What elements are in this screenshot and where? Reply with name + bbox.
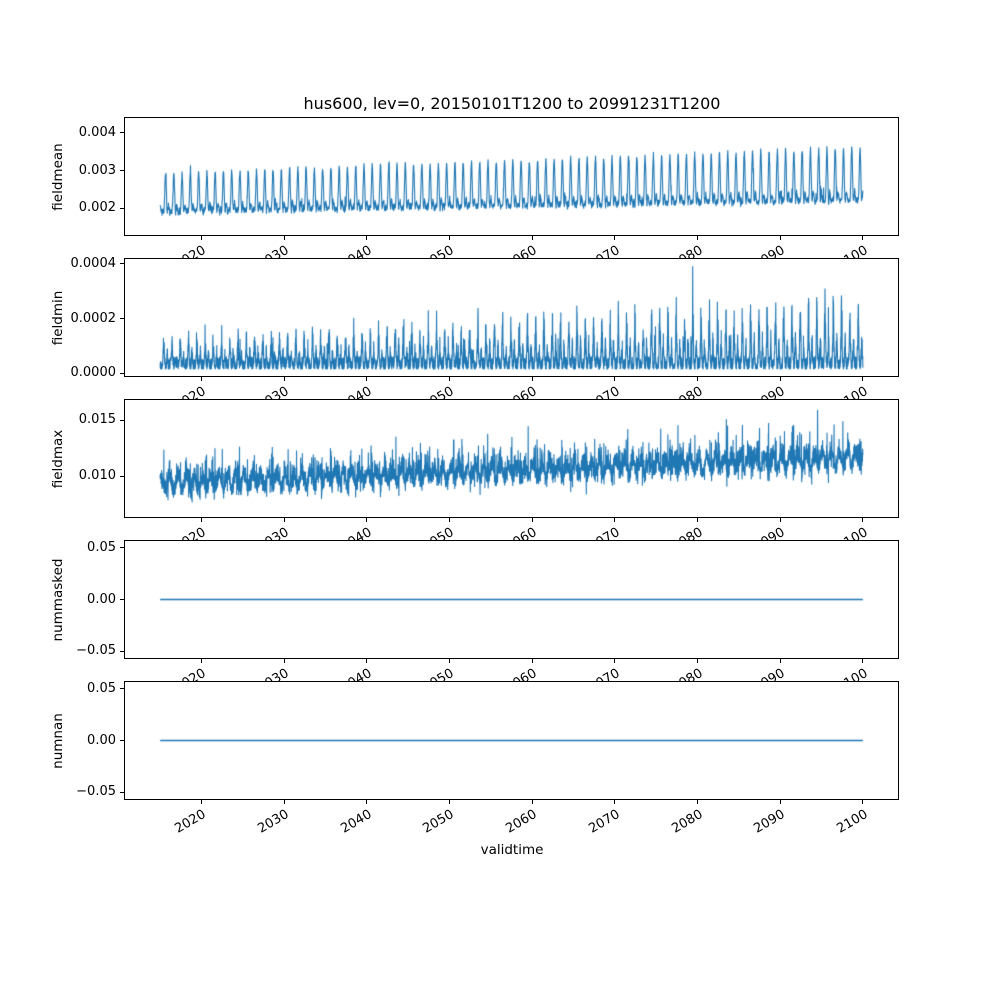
- y-axis-label-nummasked: nummasked: [50, 558, 66, 641]
- x-tick-mark: [284, 659, 285, 663]
- plot-line-canvas-fieldmax: [125, 400, 898, 517]
- x-tick-mark: [201, 659, 202, 663]
- y-tick-label: 0.0002: [70, 310, 116, 326]
- y-tick-mark: [120, 792, 124, 793]
- x-tick-mark: [697, 236, 698, 240]
- x-tick-mark: [449, 377, 450, 381]
- y-tick-mark: [120, 373, 124, 374]
- x-tick-mark: [614, 800, 615, 804]
- y-tick-label: 0.0004: [70, 255, 116, 271]
- figure-title: hus600, lev=0, 20150101T1200 to 20991231T1200: [303, 94, 721, 113]
- y-tick-label: 0.00: [87, 732, 116, 748]
- subplot-fieldmax: [50, 399, 899, 518]
- y-tick-label: 0.05: [87, 680, 116, 696]
- y-tick-label: 0.003: [78, 162, 116, 178]
- subplot-fieldmean: [50, 117, 899, 236]
- y-axis-label-fieldmax: fieldmax: [50, 429, 66, 488]
- x-tick-mark: [284, 518, 285, 522]
- x-tick-mark: [780, 518, 781, 522]
- x-tick-mark: [862, 236, 863, 240]
- x-tick-mark: [201, 236, 202, 240]
- y-tick-mark: [120, 170, 124, 171]
- y-tick-mark: [120, 740, 124, 741]
- y-tick-label: −0.05: [76, 784, 116, 800]
- x-tick-mark: [780, 800, 781, 804]
- x-tick-mark: [780, 377, 781, 381]
- y-tick-mark: [120, 132, 124, 133]
- plot-line-canvas-numnan: [125, 682, 898, 799]
- y-tick-mark: [120, 651, 124, 652]
- x-tick-mark: [449, 236, 450, 240]
- x-tick-label: 2080: [668, 807, 706, 837]
- x-tick-mark: [697, 659, 698, 663]
- y-tick-label: 0.00: [87, 591, 116, 607]
- x-tick-mark: [862, 377, 863, 381]
- x-tick-label: 2030: [255, 807, 292, 837]
- subplot-nummasked: [50, 539, 899, 659]
- x-tick-mark: [780, 659, 781, 663]
- x-tick-mark: [780, 236, 781, 240]
- x-tick-mark: [614, 377, 615, 381]
- plot-line-canvas-fieldmean: [125, 118, 898, 235]
- y-axis-label-numnan: numnan: [50, 712, 66, 769]
- x-tick-mark: [532, 236, 533, 240]
- x-tick-label: 2070: [586, 807, 623, 837]
- y-tick-label: 0.002: [78, 200, 116, 216]
- x-tick-mark: [366, 800, 367, 804]
- y-tick-mark: [120, 599, 124, 600]
- x-tick-mark: [614, 236, 615, 240]
- y-tick-label: 0.0000: [70, 365, 116, 381]
- x-tick-mark: [532, 800, 533, 804]
- x-tick-mark: [697, 800, 698, 804]
- x-tick-mark: [532, 377, 533, 381]
- x-tick-label: 2100: [834, 807, 871, 837]
- y-axis-label-fieldmean: fieldmean: [50, 142, 66, 211]
- subplot-fieldmin: [50, 255, 899, 381]
- y-tick-mark: [120, 208, 124, 209]
- x-tick-mark: [201, 377, 202, 381]
- x-tick-mark: [449, 518, 450, 522]
- y-tick-mark: [120, 688, 124, 689]
- x-tick-mark: [862, 800, 863, 804]
- plot-line-canvas-fieldmin: [125, 259, 898, 376]
- x-tick-mark: [614, 659, 615, 663]
- plot-line-canvas-nummasked: [125, 541, 898, 658]
- x-tick-label: 2020: [172, 807, 209, 837]
- y-tick-label: 0.05: [87, 539, 116, 555]
- y-tick-mark: [120, 263, 124, 264]
- x-tick-mark: [697, 377, 698, 381]
- y-tick-label: 0.015: [78, 412, 116, 428]
- x-tick-mark: [449, 800, 450, 804]
- x-axis-label: validtime: [480, 842, 544, 858]
- x-tick-mark: [862, 659, 863, 663]
- x-tick-mark: [697, 518, 698, 522]
- x-tick-label: 2060: [503, 807, 540, 837]
- y-tick-label: 0.004: [78, 124, 116, 140]
- x-tick-label: 2050: [420, 807, 457, 837]
- x-tick-mark: [532, 659, 533, 663]
- y-tick-mark: [120, 547, 124, 548]
- x-tick-mark: [366, 659, 367, 663]
- x-tick-mark: [449, 659, 450, 663]
- x-tick-mark: [366, 236, 367, 240]
- y-tick-label: 0.010: [78, 468, 116, 484]
- x-tick-mark: [201, 800, 202, 804]
- y-tick-mark: [120, 476, 124, 477]
- x-tick-label: 2090: [751, 807, 788, 837]
- subplot-numnan: [50, 680, 899, 837]
- x-tick-mark: [366, 518, 367, 522]
- x-tick-mark: [284, 800, 285, 804]
- x-tick-mark: [366, 377, 367, 381]
- y-tick-mark: [120, 420, 124, 421]
- y-axis-label-fieldmin: fieldmin: [50, 290, 66, 345]
- x-tick-mark: [284, 377, 285, 381]
- y-tick-label: −0.05: [76, 643, 116, 659]
- x-tick-mark: [862, 518, 863, 522]
- y-tick-mark: [120, 318, 124, 319]
- x-tick-mark: [284, 236, 285, 240]
- x-tick-label: 2040: [338, 807, 375, 837]
- x-tick-mark: [532, 518, 533, 522]
- x-tick-mark: [614, 518, 615, 522]
- x-tick-mark: [201, 518, 202, 522]
